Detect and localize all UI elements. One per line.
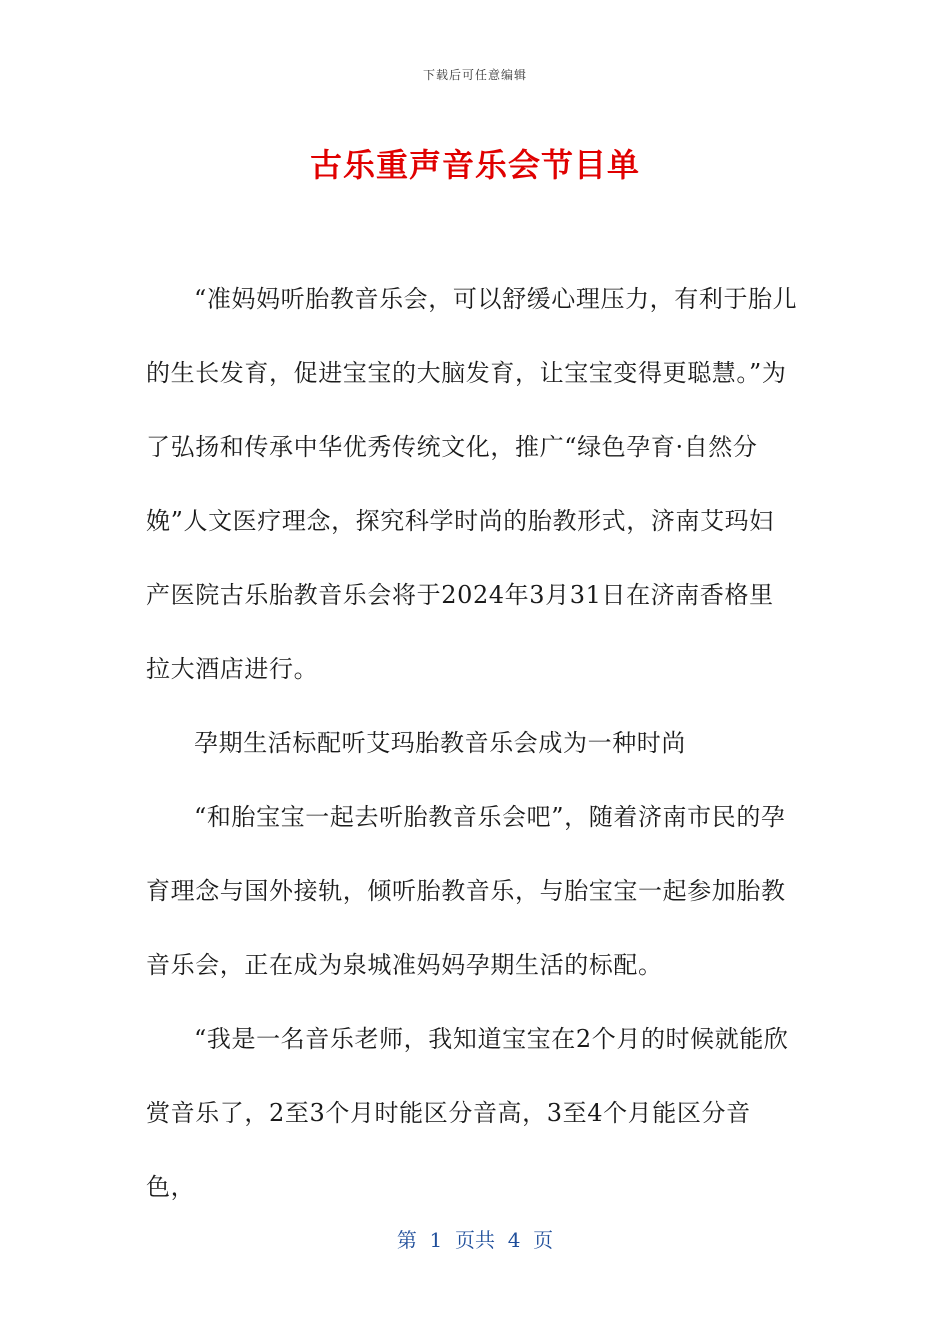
paragraph-intro: “准妈妈听胎教音乐会，可以舒缓心理压力，有利于胎儿的生长发育，促进宝宝的大脑发育，让宝宝变得更聪慧。”为了弘扬和传承中华优秀传统文化，推广“绿色孕育·自然分娩”人文医疗理念，探究科学时尚的胎教形式，济南艾玛妇产医院古乐胎教音乐会将于2024年3月31日在济南香格里拉大酒店进行。 <box>146 285 798 683</box>
paragraph-trend: “和胎宝宝一起去听胎教音乐会吧”，随着济南市民的孕育理念与国外接轨，倾听胎教音乐，与胎宝宝一起参加胎教音乐会，正在成为泉城准妈妈孕期生活的标配。 <box>146 803 786 979</box>
document-body <box>146 262 798 1224</box>
document-title: 古乐重声音乐会节目单 <box>309 146 640 184</box>
paragraph-subheading: 孕期生活标配听艾玛胎教音乐会成为一种时尚 <box>194 729 686 757</box>
header-note: 下载后可任意编辑 <box>422 68 527 82</box>
page-number-footer: 第 1 页共 4 页 <box>396 1228 554 1252</box>
paragraph-quote: “我是一名音乐老师，我知道宝宝在2个月的时候就能欣赏音乐了，2至3个月时能区分音高，3至4个月能区分音色， <box>146 1025 789 1201</box>
